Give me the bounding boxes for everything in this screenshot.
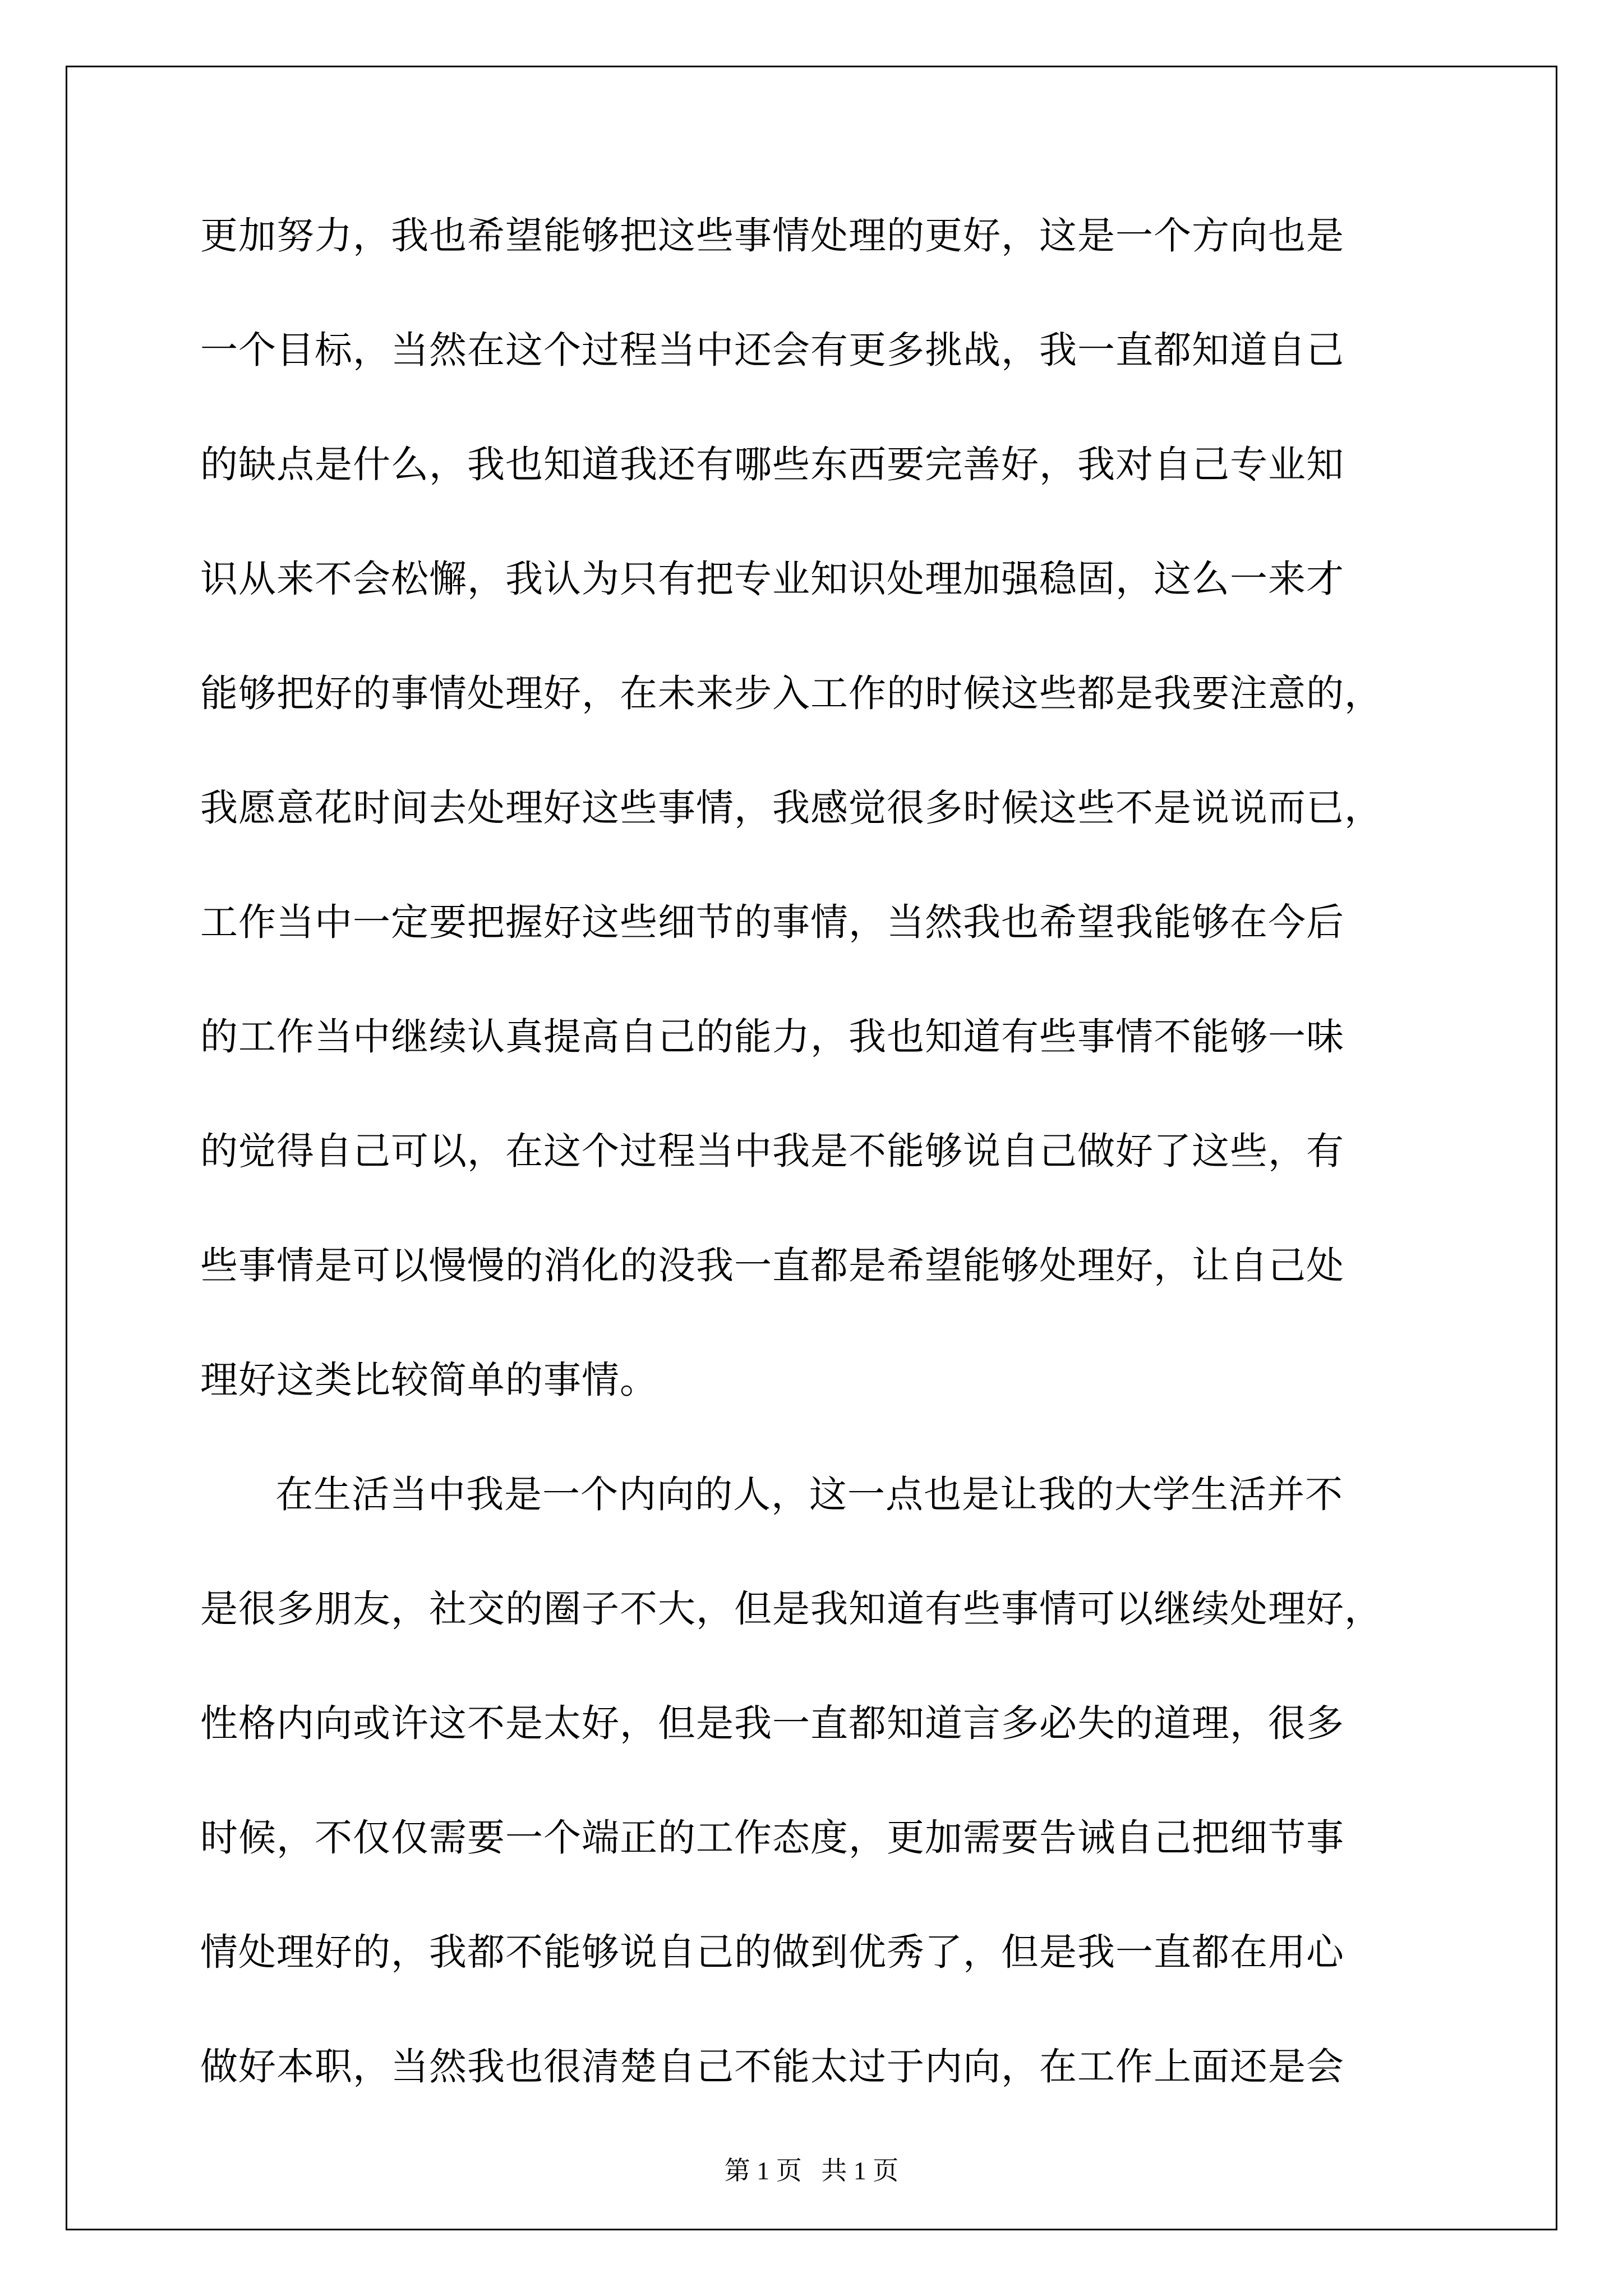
document-body [200, 213, 1434, 2159]
paragraph-line: 的觉得自己可以，在这个过程当中我是不能够说自己做好了这些，有 [200, 1129, 1344, 1173]
paragraph-line: 些事情是可以慢慢的消化的没我一直都是希望能够处理好，让自己处 [200, 1244, 1344, 1287]
page-number-footer: 第 1 页 共 1 页 [724, 2156, 899, 2185]
paragraph-line: 一个目标，当然在这个过程当中还会有更多挑战，我一直都知道自己 [200, 328, 1344, 372]
paragraph-line: 时候，不仅仅需要一个端正的工作态度，更加需要告诫自己把细节事 [200, 1816, 1344, 1860]
paragraph-line: 性格内向或许这不是太好，但是我一直都知道言多必失的道理，很多 [200, 1701, 1344, 1745]
paragraph-line: 识从来不会松懈，我认为只有把专业知识处理加强稳固，这么一来才 [200, 557, 1344, 601]
paragraph-line: 情处理好的，我都不能够说自己的做到优秀了，但是我一直都在用心 [200, 1930, 1344, 1974]
paragraph-line: 工作当中一定要把握好这些细节的事情，当然我也希望我能够在今后 [200, 900, 1344, 944]
paragraph-line: 我愿意花时间去处理好这些事情，我感觉很多时候这些不是说说而已， [200, 786, 1382, 830]
paragraph-line: 是很多朋友，社交的圈子不大，但是我知道有些事情可以继续处理好， [200, 1587, 1382, 1631]
paragraph-line: 做好本职，当然我也很清楚自己不能太过于内向，在工作上面还是会 [200, 2045, 1344, 2088]
paragraph-line: 的工作当中继续认真提高自己的能力，我也知道有些事情不能够一味 [200, 1015, 1344, 1059]
paragraph-first-line: 在生活当中我是一个内向的人，这一点也是让我的大学生活并不 [275, 1473, 1343, 1516]
paragraph-line: 能够把好的事情处理好，在未来步入工作的时候这些都是我要注意的， [200, 671, 1382, 715]
paragraph-line: 理好这类比较简单的事情。 [200, 1358, 658, 1402]
paragraph-line: 的缺点是什么，我也知道我还有哪些东西要完善好，我对自己专业知 [200, 443, 1344, 486]
paragraph-line: 更加努力，我也希望能够把这些事情处理的更好，这是一个方向也是 [200, 214, 1344, 257]
